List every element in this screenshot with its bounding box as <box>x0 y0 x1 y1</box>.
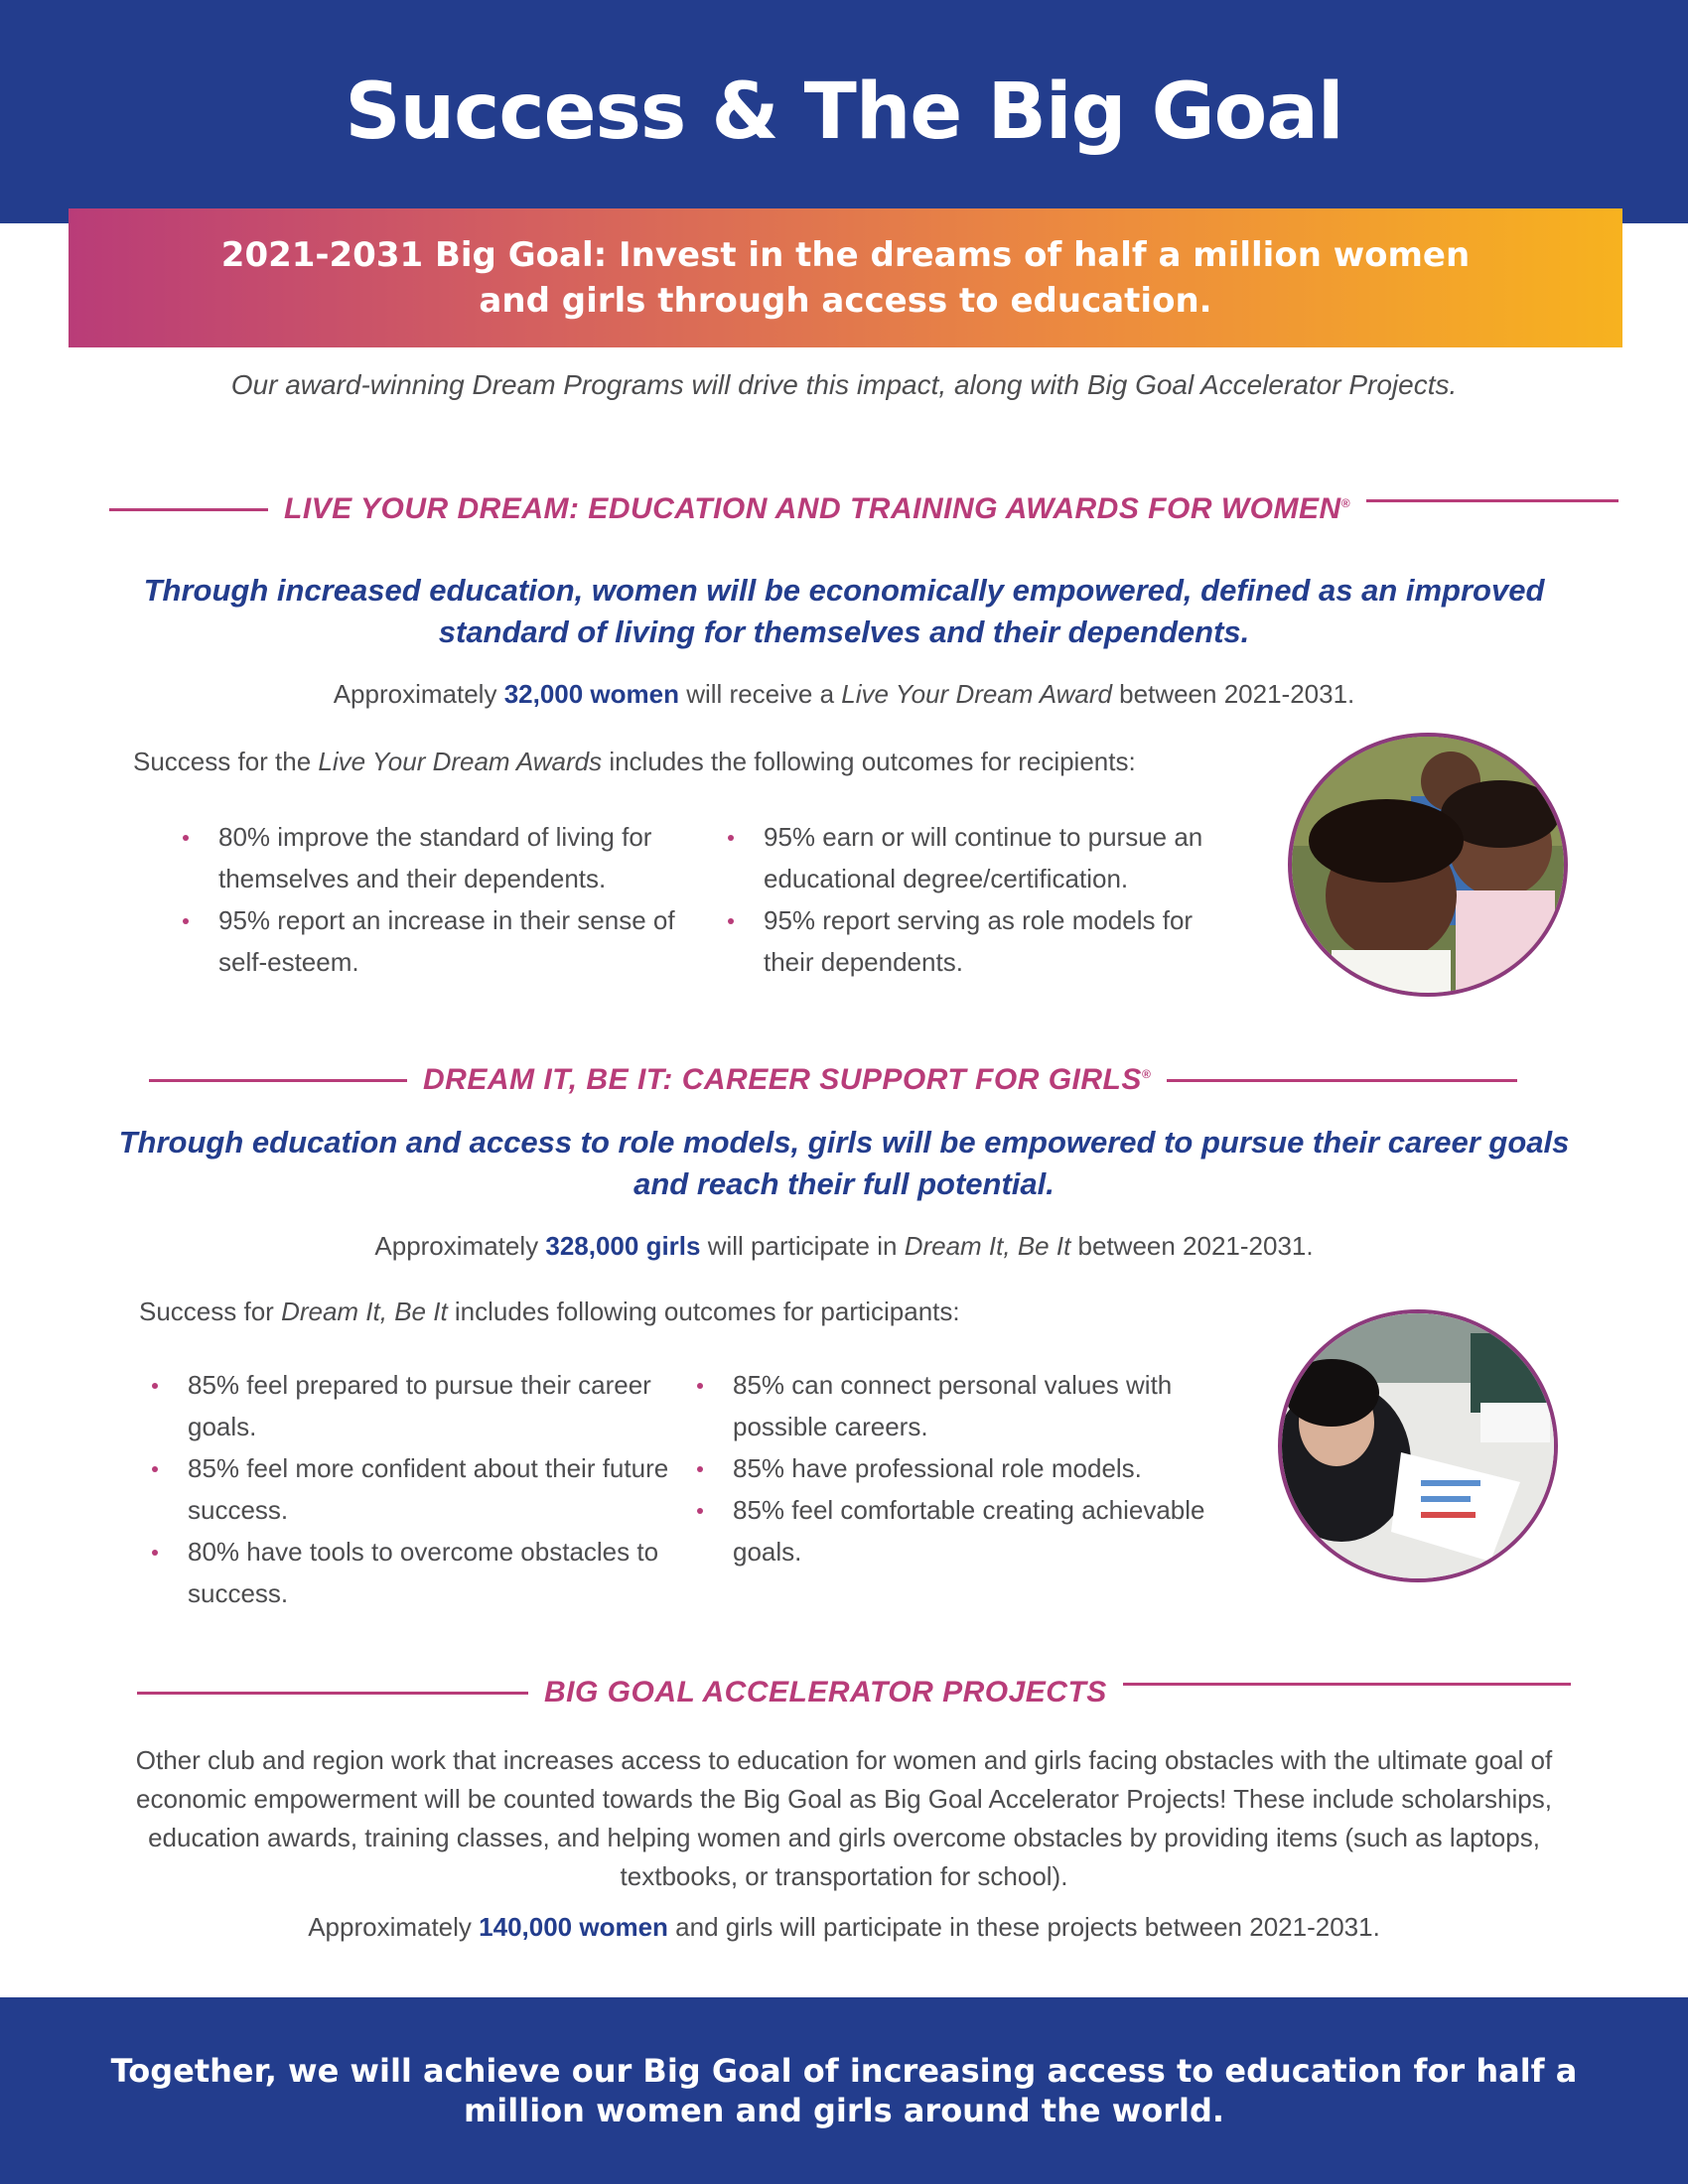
list-item: 95% earn or will continue to pursue an educational degree/certification. <box>726 816 1242 899</box>
big-goal-banner <box>69 208 1622 347</box>
photo-girls-working <box>1278 1309 1558 1582</box>
heading-rule-right <box>1167 1079 1517 1082</box>
dream-it-be-it-lead: Success for Dream It, Be It includes following outcomes for participants: <box>139 1297 960 1326</box>
section-title: LIVE YOUR DREAM: EDUCATION AND TRAINING AWARDS FOR WOMEN® <box>284 492 1350 525</box>
live-your-dream-tagline: Through increased education, women will be economically empowered, defined as an improved standard of living for themselves and their dependents. <box>143 573 1545 649</box>
section-heading-accelerator <box>137 1676 1571 1709</box>
live-your-dream-lead: Success for the Live Your Dream Awards includes the following outcomes for recipients: <box>133 747 1136 776</box>
closing-statement: Together, we will achieve our Big Goal of increasing access to education for half a million women and girls around the world. <box>110 2052 1578 2129</box>
list-item: 80% have tools to overcome obstacles to success. <box>150 1531 676 1614</box>
big-goal-text: 2021-2031 Big Goal: Invest in the dreams of half a million women and girls through access to education. <box>220 235 1471 321</box>
section-title: BIG GOAL ACCELERATOR PROJECTS <box>544 1676 1107 1708</box>
dream-it-be-it-outcomes-left <box>150 1364 676 1614</box>
heading-rule-right <box>1123 1683 1571 1686</box>
list-item: 95% report an increase in their sense of self-esteem. <box>181 899 697 983</box>
stat-highlight: 328,000 girls <box>545 1231 701 1261</box>
accelerator-stat: Approximately 140,000 women and girls will participate in these projects between 2021-2031. <box>308 1912 1380 1942</box>
section-title: DREAM IT, BE IT: CAREER SUPPORT FOR GIRLS® <box>423 1063 1152 1096</box>
page-title: Success & The Big Goal <box>345 68 1343 157</box>
list-item: 85% feel comfortable creating achievable goals. <box>695 1489 1211 1572</box>
accelerator-body: Other club and region work that increases access to education for women and girls facing obstacles with the ultimate goal of economic empowerment will be counted towards the Big Goal as Big Goal Accelerator Projects! These include scholarships, education awards, training classes, and helping women and girls overcome obstacles by providing items (such as laptops, textbooks, or transportation for school). <box>135 1745 1553 1891</box>
photo-woman-with-children-image <box>1292 737 1568 997</box>
live-your-dream-stat: Approximately 32,000 women will receive a Live Your Dream Award between 2021-2031. <box>333 679 1355 709</box>
list-item: 85% have professional role models. <box>695 1447 1211 1489</box>
heading-rule-left <box>109 508 268 511</box>
dream-it-be-it-outcomes-right <box>695 1364 1211 1572</box>
list-item: 85% can connect personal values with possible careers. <box>695 1364 1211 1447</box>
dream-it-be-it-tagline: Through education and access to role models, girls will be empowered to pursue their career goals and reach their full potential. <box>118 1125 1570 1201</box>
list-item: 80% improve the standard of living for themselves and their dependents. <box>181 816 697 899</box>
live-your-dream-outcomes-left <box>181 816 697 983</box>
section-heading-dream-it-be-it <box>149 1063 1517 1097</box>
heading-rule-left <box>149 1079 407 1082</box>
stat-highlight: 140,000 women <box>479 1912 668 1942</box>
section-heading-live-your-dream <box>109 492 1618 526</box>
list-item: 85% feel more confident about their future success. <box>150 1447 676 1531</box>
live-your-dream-outcomes-right <box>726 816 1242 983</box>
photo-woman-with-children <box>1288 733 1568 997</box>
intro-text: Our award-winning Dream Programs will drive this impact, along with Big Goal Accelerator Projects. <box>230 369 1458 400</box>
heading-rule-right <box>1366 499 1618 502</box>
heading-rule-left <box>137 1692 528 1695</box>
list-item: 95% report serving as role models for their dependents. <box>726 899 1242 983</box>
footer-band <box>0 1997 1688 2184</box>
dream-it-be-it-stat: Approximately 328,000 girls will participate in Dream It, Be It between 2021-2031. <box>374 1231 1314 1261</box>
photo-girls-working-image <box>1282 1313 1558 1582</box>
stat-highlight: 32,000 women <box>503 679 679 709</box>
list-item: 85% feel prepared to pursue their career goals. <box>150 1364 676 1447</box>
